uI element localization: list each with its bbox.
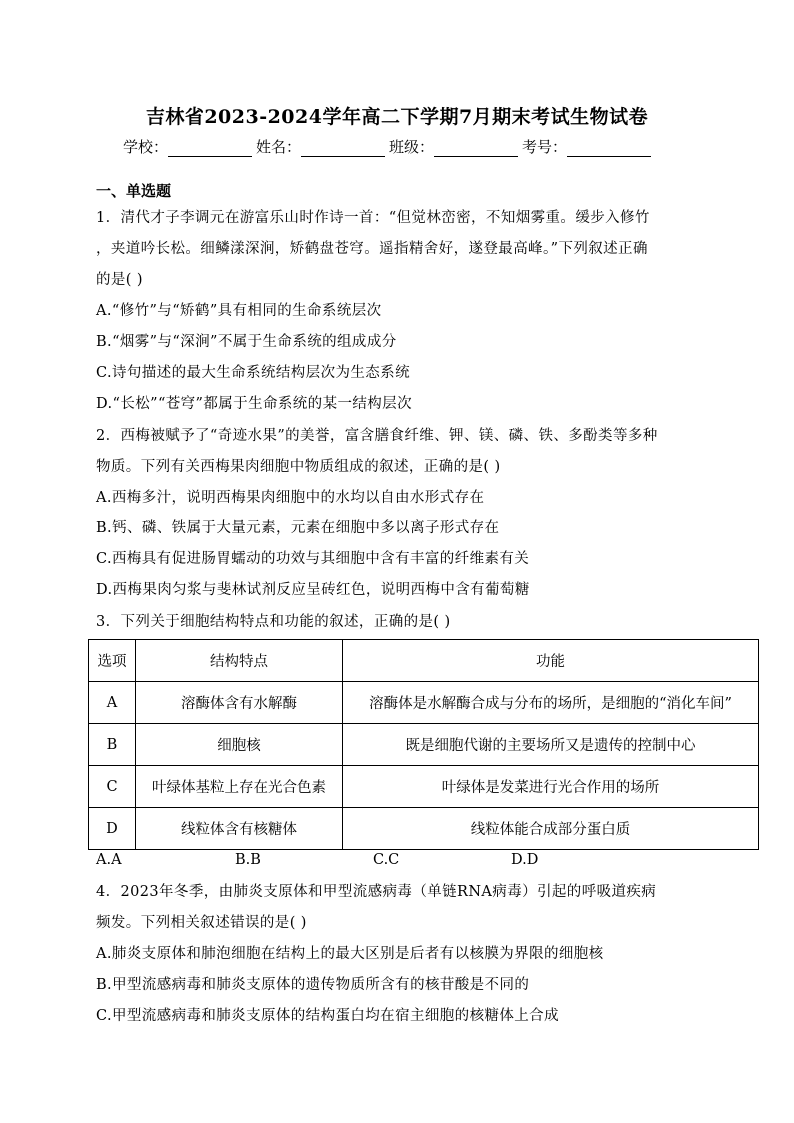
- table-cell: 溶酶体是水解酶合成与分布的场所，是细胞的“消化车间”: [343, 682, 759, 724]
- table-cell: 细胞核: [136, 724, 343, 766]
- school-blank[interactable]: [168, 140, 252, 157]
- q2-stem-line: 物质。下列有关西梅果肉细胞中物质组成的叙述，正确的是( ): [96, 459, 501, 475]
- q4-option-a: A.肺炎支原体和肺泡细胞在结构上的最大区别是后者有以核膜为界限的细胞核: [96, 946, 604, 962]
- q1-stem-line: 的是( ): [96, 272, 143, 288]
- q4-option-c: C.甲型流感病毒和肺炎支原体的结构蛋白均在宿主细胞的核糖体上合成: [96, 1008, 559, 1024]
- q4-stem-line: 频发。下列相关叙述错误的是( ): [96, 915, 307, 931]
- table-cell: 线粒体含有核糖体: [136, 808, 343, 850]
- q2-option-b: B.钙、磷、铁属于大量元素，元素在细胞中多以离子形式存在: [96, 520, 500, 536]
- q3-stem: 3．下列关于细胞结构特点和功能的叙述，正确的是( ): [96, 614, 451, 630]
- class-label: 班级：: [389, 138, 435, 156]
- table-cell: 叶绿体是发菜进行光合作用的场所: [343, 766, 759, 808]
- name-label: 姓名：: [256, 138, 302, 156]
- table-cell: B: [89, 724, 136, 766]
- section-heading: 一、单选题: [96, 182, 172, 200]
- q2-option-d: D.西梅果肉匀浆与斐林试剂反应呈砖红色，说明西梅中含有葡萄糖: [96, 582, 530, 598]
- q4-stem-line: 4．2023年冬季，由肺炎支原体和甲型流感病毒（单链RNA病毒）引起的呼吸道疾病: [96, 884, 657, 900]
- q1-stem-line: 1．清代才子李调元在游富乐山时作诗一首：“但觉林峦密，不知烟雾重。缓步入修竹: [96, 210, 650, 226]
- q1-option-b: B.“烟雾”与“深涧”不属于生命系统的组成成分: [96, 334, 397, 350]
- school-label: 学校：: [123, 138, 169, 156]
- page-title: 吉林省2023-2024学年高二下学期7月期末考试生物试卷: [145, 106, 649, 128]
- table-header-row: [89, 640, 759, 682]
- q1-option-d: D.“长松”“苍穹”都属于生命系统的某一结构层次: [96, 396, 412, 412]
- table-header: 功能: [343, 640, 759, 682]
- table-cell: A: [89, 682, 136, 724]
- q1-option-a: A.“修竹”与“矫鹤”具有相同的生命系统层次: [96, 303, 382, 319]
- table-cell: 线粒体能合成部分蛋白质: [343, 808, 759, 850]
- table-header: 选项: [89, 640, 136, 682]
- q2-option-a: A.西梅多汁，说明西梅果肉细胞中的水均以自由水形式存在: [96, 490, 485, 506]
- number-blank[interactable]: [567, 140, 651, 157]
- number-label: 考号：: [522, 138, 568, 156]
- q1-option-c: C.诗句描述的最大生命系统结构层次为生态系统: [96, 365, 410, 381]
- q3-answer-d: D.D: [511, 852, 539, 868]
- table-header: 结构特点: [136, 640, 343, 682]
- name-blank[interactable]: [301, 140, 385, 157]
- table-cell: C: [89, 766, 136, 808]
- q3-table: [88, 639, 759, 850]
- table-row: [89, 682, 759, 724]
- q3-answer-b: B.B: [235, 852, 261, 868]
- q3-answer-a: A.A: [96, 852, 122, 868]
- q4-option-b: B.甲型流感病毒和肺炎支原体的遗传物质所含有的核苷酸是不同的: [96, 977, 530, 993]
- table-row: [89, 808, 759, 850]
- class-blank[interactable]: [434, 140, 518, 157]
- q2-option-c: C.西梅具有促进肠胃蠕动的功效与其细胞中含有丰富的纤维素有关: [96, 551, 530, 567]
- q2-stem-line: 2．西梅被赋予了“奇迹水果”的美誉，富含膳食纤维、钾、镁、磷、铁、多酚类等多种: [96, 428, 658, 444]
- student-info-line: [123, 136, 655, 157]
- table-cell: 既是细胞代谢的主要场所又是遗传的控制中心: [343, 724, 759, 766]
- table-row: [89, 766, 759, 808]
- table-cell: D: [89, 808, 136, 850]
- table-cell: 溶酶体含有水解酶: [136, 682, 343, 724]
- table-cell: 叶绿体基粒上存在光合色素: [136, 766, 343, 808]
- q1-stem-line: ，夹道吟长松。细鳞漾深涧，矫鹤盘苍穹。遥指精舍好，遂登最高峰。”下列叙述正确: [96, 241, 648, 257]
- table-row: [89, 724, 759, 766]
- q3-answer-c: C.C: [373, 852, 400, 868]
